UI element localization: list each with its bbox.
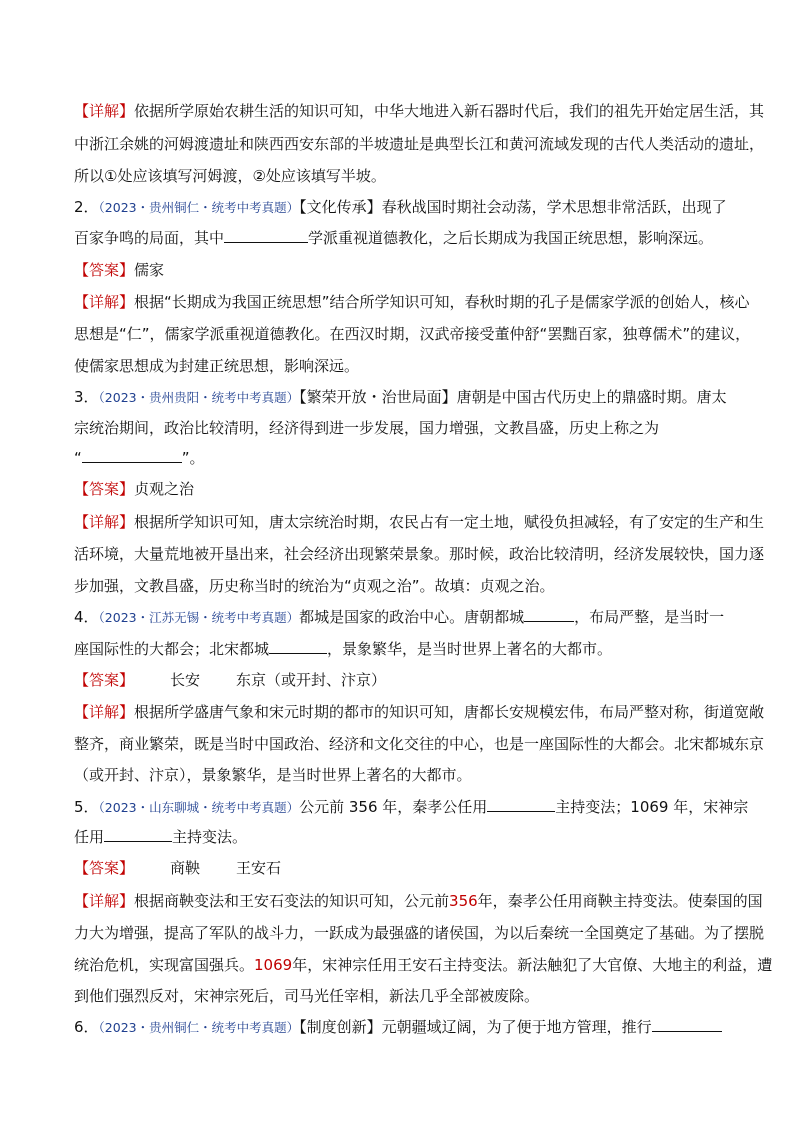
q5-detail-line-1: 【详解】根据商鞅变法和王安石变法的知识可知，公元前356年，秦孝公任用商鞅主持变法。使秦国的国	[74, 892, 763, 910]
q5-source: （2023・山东聊城・统考中考真题）	[98, 800, 300, 815]
q5-blank-1	[487, 797, 555, 812]
q5-question-line-2: 任用 主持变法。	[74, 828, 248, 846]
detail-tag: 【详解】	[74, 513, 135, 531]
q3-question-line-1: 3．（2023・贵州贵阳・统考中考真题）【繁荣开放・治世局面】唐朝是中国古代历史上的鼎盛时期。唐太	[74, 388, 727, 406]
q3-detail-line-1: 【详解】根据所学知识可知，唐太宗统治时期，农民占有一定土地，赋役负担减轻，有了安定的生产和生	[74, 513, 765, 531]
detail-tag: 【详解】	[74, 102, 135, 120]
answer-tag: 【答案】	[74, 480, 135, 498]
answer-tag: 【答案】	[74, 671, 135, 689]
q2-detail-line-2: 思想是“仁”，儒家学派重视道德教化。在西汉时期，汉武帝接受董仲舒“罢黜百家，独尊儒术”的建议，	[74, 325, 751, 343]
q5-blank-2	[104, 827, 172, 842]
q5-detail-line-3: 统治危机，实现富国强兵。1069年，宋神宗任用王安石主持变法。新法触犯了大官僚、大地主的利益，遭	[74, 956, 773, 974]
q3-source: （2023・贵州贵阳・统考中考真题）	[98, 390, 300, 405]
detail-tag: 【详解】	[74, 892, 135, 910]
q2-question-line-1: 2．（2023・贵州铜仁・统考中考真题）【文化传承】春秋战国时期社会动荡，学术思想非常活跃，出现了	[74, 198, 727, 216]
q4-blank-1	[524, 607, 574, 622]
q5-answer: 【答案】 商鞅 王安石	[74, 859, 282, 877]
q2-source: （2023・贵州铜仁・统考中考真题）	[98, 200, 300, 215]
q5-question-line-1: 5．（2023・山东聊城・统考中考真题）公元前 356 年，秦孝公任用 主持变法；1069 年，宋神宗	[74, 798, 749, 816]
q3-question-line-2: 宗统治期间，政治比较清明，经济得到进一步发展，国力增强，文教昌盛，历史上称之为	[74, 419, 660, 437]
q5-detail-line-2: 力大为增强，提高了军队的战斗力，一跃成为最强盛的诸侯国，为以后秦统一全国奠定了基础。为了摆脱	[74, 924, 765, 942]
q4-detail-line-1: 【详解】根据所学盛唐气象和宋元时期的都市的知识可知，唐都长安规模宏伟，布局严整对称，街道宽敞	[74, 703, 765, 721]
q6-blank	[652, 1017, 722, 1032]
q6-source: （2023・贵州铜仁・统考中考真题）	[98, 1020, 300, 1035]
q3-blank	[82, 448, 182, 463]
answer-tag: 【答案】	[74, 261, 135, 279]
detail-tag: 【详解】	[74, 293, 135, 311]
answer-tag: 【答案】	[74, 859, 135, 877]
q4-question-line-1: 4．（2023・江苏无锡・统考中考真题）都城是国家的政治中心。唐朝都城 ，布局严整，是当时一	[74, 608, 725, 626]
q2-detail-line-1: 【详解】根据“长期成为我国正统思想”结合所学知识可知，春秋时期的孔子是儒家学派的创始人，核心	[74, 293, 750, 311]
q3-question-line-3: “ ”。	[74, 449, 205, 467]
q2-blank	[224, 228, 308, 243]
q3-answer: 【答案】贞观之治	[74, 480, 195, 498]
q4-detail-line-3: （或开封、汴京），景象繁华，是当时世界上著名的大都市。	[74, 766, 472, 784]
q6-question-line-1: 6．（2023・贵州铜仁・统考中考真题）【制度创新】元朝疆域辽阔，为了便于地方管理，推行	[74, 1017, 724, 1038]
q4-question-line-2: 座国际性的大都会；北宋都城 ，景象繁华，是当时世界上著名的大都市。	[74, 640, 613, 658]
q6-topic: 【制度创新】	[299, 1018, 382, 1036]
q3-detail-line-3: 步加强，文教昌盛，历史称当时的统治为“贞观之治”。故填：贞观之治。	[74, 577, 555, 595]
q2-detail-line-3: 使儒家思想成为封建正统思想，影响深远。	[74, 357, 360, 375]
q2-question-line-2: 百家争鸣的局面，其中 学派重视道德教化，之后长期成为我国正统思想，影响深远。	[74, 229, 714, 247]
q5-detail-line-4: 到他们强烈反对，宋神宗死后，司马光任宰相，新法几乎全部被废除。	[74, 987, 540, 1005]
q3-detail-line-2: 活环境，大量荒地被开垦出来，社会经济出现繁荣景象。那时候，政治比较清明，经济发展较快，国力逐	[74, 545, 765, 563]
q3-topic: 【繁荣开放・治世局面】	[299, 388, 457, 406]
detail-tag: 【详解】	[74, 703, 135, 721]
q4-answer: 【答案】 长安 东京（或开封、汴京）	[74, 671, 387, 689]
q1-detail-line-3: 所以①处应该填写河姆渡，②处应该填写半坡。	[74, 167, 386, 185]
q4-source: （2023・江苏无锡・统考中考真题）	[98, 610, 300, 625]
q1-detail-line-2: 中浙江余姚的河姆渡遗址和陕西西安东部的半坡遗址是典型长江和黄河流域发现的古代人类活动的遗址，	[74, 135, 765, 153]
q4-blank-2	[269, 639, 327, 654]
q2-answer: 【答案】儒家	[74, 261, 165, 279]
q2-topic: 【文化传承】	[299, 198, 382, 216]
q4-detail-line-2: 整齐，商业繁荣，既是当时中国政治、经济和文化交往的中心，也是一座国际性的大都会。北宋都城东京	[74, 735, 765, 753]
q1-detail-line-1: 【详解】依据所学原始农耕生活的知识可知，中华大地进入新石器时代后，我们的祖先开始定居生活，其	[74, 102, 765, 120]
